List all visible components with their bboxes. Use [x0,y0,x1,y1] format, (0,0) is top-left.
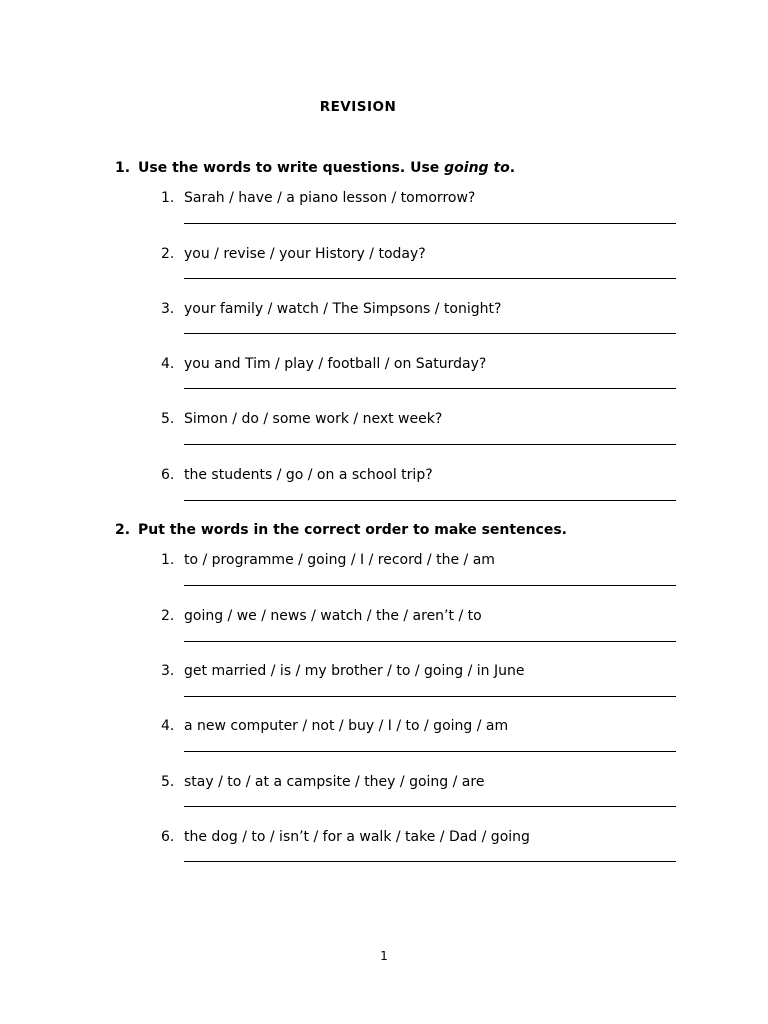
section-2-heading-text: Put the words in the correct order to make sentences. [138,522,567,538]
answer-line[interactable] [184,861,676,862]
item-number: 1. [161,190,175,206]
item-text: your family / watch / The Simpsons / tonight? [184,301,502,317]
section-1-item-4 [161,355,676,373]
item-number: 4. [161,356,175,372]
section-1-item-5 [161,410,676,428]
section-2-item-5 [161,773,676,791]
item-number: 2. [161,246,175,262]
section-1-heading [115,159,515,177]
section-1-heading-emphasis: going to [444,160,510,176]
section-2-heading [115,521,567,539]
section-2-item-2 [161,607,676,625]
section-1-item-2 [161,245,676,263]
item-text: a new computer / not / buy / I / to / going / am [184,718,509,734]
section-1-item-3 [161,300,676,318]
item-text: Simon / do / some work / next week? [184,411,443,427]
page-number: 1 [380,949,388,963]
section-1-heading-text: Use the words to write questions. Use [138,160,445,176]
answer-line[interactable] [184,641,676,642]
answer-line[interactable] [184,388,676,389]
section-1-item-1 [161,189,676,207]
item-number: 6. [161,829,175,845]
item-number: 3. [161,663,175,679]
item-number: 2. [161,608,175,624]
item-number: 4. [161,718,175,734]
item-text: Sarah / have / a piano lesson / tomorrow? [184,190,476,206]
item-text: you and Tim / play / football / on Saturday? [184,356,487,372]
answer-line[interactable] [184,278,676,279]
section-2-item-6 [161,828,676,846]
item-number: 5. [161,774,175,790]
section-1-number: 1. [115,160,131,176]
answer-line[interactable] [184,333,676,334]
section-2-item-4 [161,717,676,735]
item-text: stay / to / at a campsite / they / going / are [184,774,485,790]
answer-line[interactable] [184,696,676,697]
page-title: REVISION [319,99,397,115]
item-text: going / we / news / watch / the / aren’t / to [184,608,482,624]
section-1-heading-end: . [509,160,516,176]
item-number: 1. [161,552,175,568]
item-text: the students / go / on a school trip? [184,467,433,483]
item-text: the dog / to / isn’t / for a walk / take / Dad / going [184,829,530,845]
section-2-item-3 [161,662,676,680]
answer-line[interactable] [184,751,676,752]
item-number: 5. [161,411,175,427]
answer-line[interactable] [184,500,676,501]
section-2-item-1 [161,551,676,569]
item-number: 3. [161,301,175,317]
answer-line[interactable] [184,223,676,224]
item-text: get married / is / my brother / to / going / in June [184,663,525,679]
answer-line[interactable] [184,444,676,445]
answer-line[interactable] [184,806,676,807]
item-text: you / revise / your History / today? [184,246,426,262]
item-number: 6. [161,467,175,483]
section-1-item-6 [161,466,676,484]
section-2-number: 2. [115,522,131,538]
answer-line[interactable] [184,585,676,586]
item-text: to / programme / going / I / record / the / am [184,552,495,568]
